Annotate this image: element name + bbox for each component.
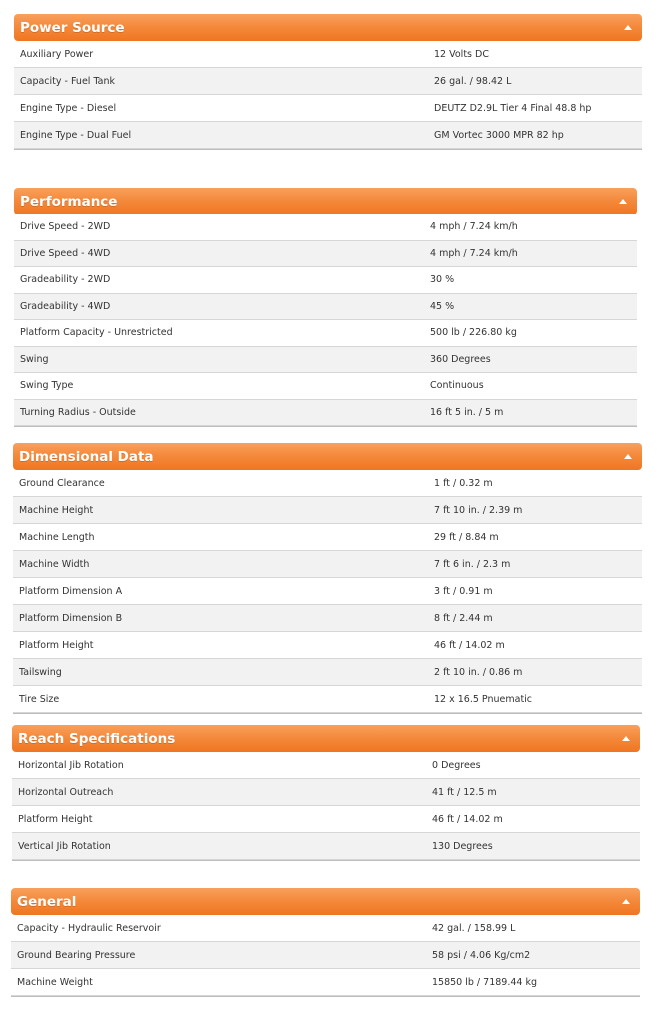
table-row [13,470,642,497]
spec-value: DEUTZ D2.9L Tier 4 Final 48.8 hp [434,102,592,114]
section-title: Dimensional Data [19,448,154,465]
table-row [13,551,642,578]
table-row [14,95,642,122]
spec-value: 130 Degrees [432,840,493,852]
table-row [14,68,642,95]
spec-label: Drive Speed - 4WD [20,247,111,259]
spec-table [13,470,642,714]
spec-table [11,915,640,997]
section-power-source [14,14,642,150]
spec-label: Platform Capacity - Unrestricted [20,327,173,339]
spec-label: Horizontal Jib Rotation [18,759,124,771]
spec-value: 26 gal. / 98.42 L [434,75,512,87]
table-row [13,632,642,659]
spec-label: Platform Height [18,813,93,825]
chevron-up-icon[interactable] [622,899,630,904]
spec-label: Capacity - Fuel Tank [20,75,116,87]
chevron-up-icon[interactable] [624,454,632,459]
spec-value: 12 Volts DC [434,48,489,60]
table-row [14,347,637,374]
spec-value: 15850 lb / 7189.44 kg [432,976,537,988]
spec-label: Turning Radius - Outside [20,406,136,418]
table-row [14,267,637,294]
table-row [12,833,640,860]
table-row [11,915,640,942]
section-title: Performance [20,193,118,210]
spec-label: Machine Length [19,531,95,543]
spec-label: Machine Height [19,504,94,516]
spec-value: 41 ft / 12.5 m [432,786,497,798]
table-row [14,320,637,347]
spec-value: 7 ft 6 in. / 2.3 m [434,558,511,570]
table-row [13,497,642,524]
section-header-general[interactable] [11,888,640,915]
spec-value: GM Vortec 3000 MPR 82 hp [434,129,564,141]
spec-value: 30 % [430,274,455,286]
section-header-performance[interactable] [14,188,637,215]
table-row [14,214,637,241]
table-row [11,969,640,996]
spec-label: Platform Dimension B [19,612,123,624]
table-row [12,779,640,806]
spec-table [14,214,637,427]
spec-value: 360 Degrees [430,353,491,365]
spec-value: 12 x 16.5 Pnuematic [434,693,533,705]
spec-label: Platform Dimension A [19,585,123,597]
table-row [11,942,640,969]
spec-label: Tire Size [19,693,60,705]
spec-value: 3 ft / 0.91 m [434,585,493,597]
section-header-dimensional-data[interactable] [13,443,642,470]
table-row [14,41,642,68]
spec-value: 0 Degrees [432,759,481,771]
chevron-up-icon[interactable] [619,199,627,204]
spec-label: Swing [20,353,49,365]
spec-value: 16 ft 5 in. / 5 m [430,406,504,418]
section-general [11,888,640,997]
spec-label: Ground Bearing Pressure [17,949,136,961]
spec-label: Machine Width [19,558,90,570]
spec-label: Gradeability - 4WD [20,300,111,312]
table-row [14,373,637,400]
spec-label: Machine Weight [17,976,93,988]
spec-value: 58 psi / 4.06 Kg/cm2 [432,949,531,961]
spec-value: 45 % [430,300,455,312]
table-row [13,686,642,713]
table-row [13,524,642,551]
spec-label: Swing Type [20,380,74,392]
spec-value: Continuous [430,380,484,392]
spec-value: 1 ft / 0.32 m [434,477,493,489]
spec-label: Vertical Jib Rotation [18,840,111,852]
spec-value: 46 ft / 14.02 m [432,813,503,825]
table-row [14,122,642,149]
section-header-reach-specifications[interactable] [12,725,640,752]
section-header-power-source[interactable] [14,14,642,41]
spec-value: 4 mph / 7.24 km/h [430,221,518,233]
spec-label: Platform Height [19,639,94,651]
section-title: Reach Specifications [18,730,176,747]
spec-value: 8 ft / 2.44 m [434,612,493,624]
section-title: General [17,893,77,910]
spec-value: 7 ft 10 in. / 2.39 m [434,504,523,516]
spec-value: 500 lb / 226.80 kg [430,327,517,339]
table-row [13,659,642,686]
section-title: Power Source [20,19,125,36]
spec-label: Engine Type - Dual Fuel [20,129,132,141]
table-row [13,605,642,632]
spec-table [12,752,640,861]
spec-label: Horizontal Outreach [18,786,114,798]
table-row [14,294,637,321]
spec-label: Engine Type - Diesel [20,102,117,114]
spec-label: Ground Clearance [19,477,105,489]
table-row [12,752,640,779]
spec-table [14,41,642,150]
section-dimensional-data [13,443,642,714]
table-row [14,241,637,268]
table-row [14,400,637,427]
spec-value: 2 ft 10 in. / 0.86 m [434,666,523,678]
spec-label: Auxiliary Power [20,48,94,60]
spec-value: 42 gal. / 158.99 L [432,922,516,934]
section-reach-specifications [12,725,640,861]
spec-label: Capacity - Hydraulic Reservoir [17,922,161,934]
spec-label: Tailswing [19,666,62,678]
spec-value: 46 ft / 14.02 m [434,639,505,651]
spec-value: 29 ft / 8.84 m [434,531,499,543]
section-performance [14,188,637,428]
spec-label: Gradeability - 2WD [20,274,111,286]
chevron-up-icon[interactable] [622,736,630,741]
table-row [13,578,642,605]
spec-label: Drive Speed - 2WD [20,221,111,233]
spec-value: 4 mph / 7.24 km/h [430,247,518,259]
table-row [12,806,640,833]
chevron-up-icon[interactable] [624,25,632,30]
